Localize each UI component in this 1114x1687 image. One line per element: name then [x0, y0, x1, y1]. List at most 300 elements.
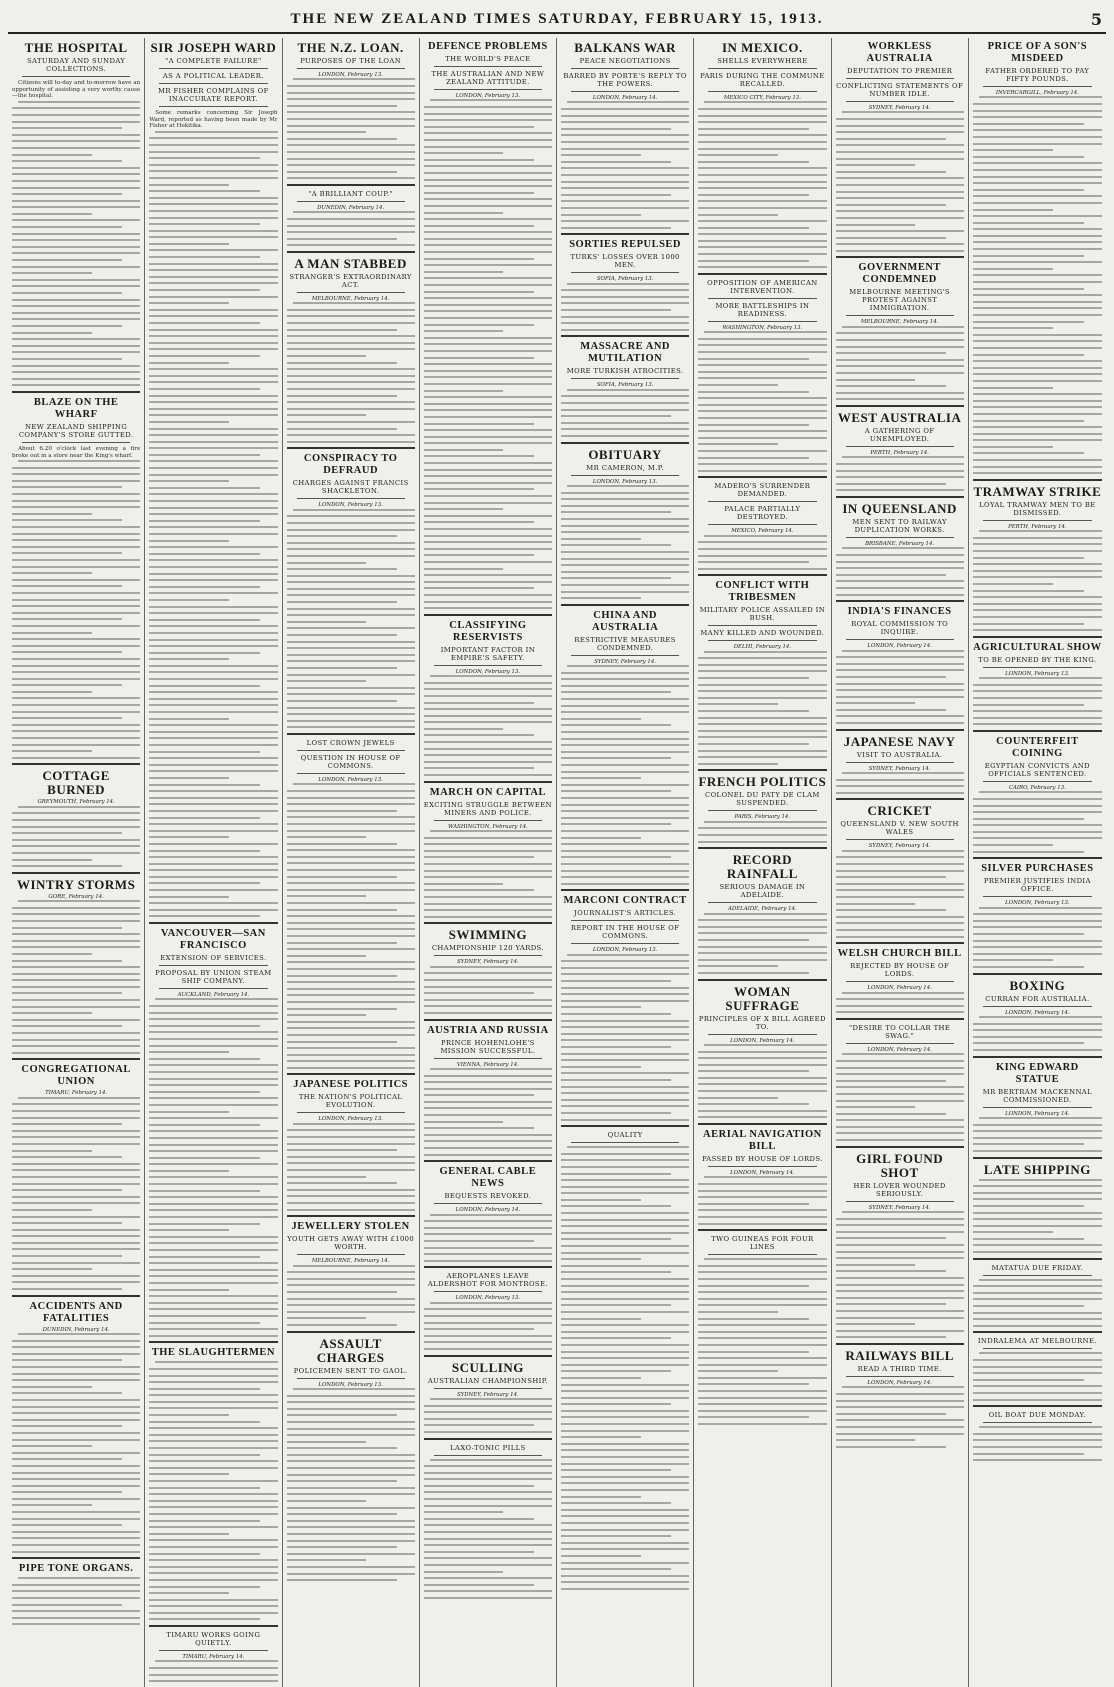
- text-line: [424, 702, 534, 704]
- text-line: [287, 441, 415, 443]
- text-line: [973, 340, 1102, 342]
- text-line: [149, 230, 277, 232]
- article-subhead: AEROPLANES LEAVE ALDERSHOT FOR MONTROSE.: [427, 1272, 548, 1289]
- text-line: [836, 1119, 964, 1121]
- text-line: [561, 1344, 689, 1346]
- article-subhead: AUSTRALIAN CHAMPIONSHIP.: [427, 1376, 548, 1385]
- text-line: [561, 718, 641, 720]
- text-line: [287, 575, 415, 577]
- text-line: [287, 1156, 415, 1158]
- text-line: [424, 212, 504, 214]
- text-line: [836, 1257, 964, 1259]
- text-line: [12, 1478, 140, 1480]
- text-line: [149, 1137, 277, 1139]
- text-line: [155, 1361, 277, 1363]
- text-line: [12, 1156, 122, 1158]
- text-line: [698, 1423, 826, 1425]
- text-line: [561, 980, 671, 982]
- text-line: [424, 455, 534, 457]
- article-subhead: LOST CROWN JEWELS: [306, 738, 395, 747]
- text-line: [149, 1680, 277, 1682]
- text-line: [836, 1264, 916, 1266]
- text-line: [149, 1480, 277, 1482]
- article-headline: DEFENCE PROBLEMS: [428, 41, 548, 52]
- article-dateline: INVERCARGILL, February 14.: [995, 90, 1079, 96]
- text-line: [287, 348, 415, 350]
- text-line: [836, 863, 964, 865]
- text-line: [149, 1275, 277, 1277]
- article: [973, 1331, 1102, 1400]
- text-line: [424, 1075, 552, 1077]
- text-line: [561, 744, 689, 746]
- text-line: [293, 211, 415, 213]
- article-divider: [836, 600, 964, 602]
- text-line: [424, 889, 534, 891]
- text-line: [836, 230, 964, 232]
- text-line: [836, 204, 946, 206]
- text-line: [836, 1244, 964, 1246]
- text-line: [149, 236, 277, 238]
- text-line: [973, 215, 1102, 217]
- text-line: [561, 711, 689, 713]
- text-line: [12, 500, 140, 502]
- text-line: [149, 863, 277, 865]
- article: [698, 769, 826, 842]
- text-line: [287, 1546, 397, 1548]
- text-line: [561, 498, 689, 500]
- subhead-rule: [159, 68, 267, 69]
- text-line: [287, 935, 415, 937]
- text-line: [12, 160, 122, 162]
- text-line: [424, 1134, 552, 1136]
- text-line: [698, 568, 826, 570]
- text-line: [12, 1110, 140, 1112]
- text-line: [836, 709, 946, 711]
- text-line: [424, 561, 552, 563]
- text-line: [561, 518, 689, 520]
- text-line: [973, 367, 1102, 369]
- text-line: [698, 417, 826, 419]
- text-line: [287, 627, 415, 629]
- text-line: [424, 310, 552, 312]
- text-line: [424, 1341, 552, 1343]
- text-line: [836, 1106, 916, 1108]
- text-line: [424, 695, 552, 697]
- text-line: [973, 933, 1084, 935]
- text-line: [561, 1238, 671, 1240]
- text-line: [424, 409, 552, 411]
- text-line: [704, 331, 826, 333]
- column-4: [420, 38, 557, 1687]
- text-line: [973, 684, 1102, 686]
- article: [973, 479, 1102, 631]
- text-line: [12, 579, 140, 581]
- text-line: [561, 1443, 689, 1445]
- text-line: [12, 351, 140, 353]
- text-line: [149, 691, 277, 693]
- article-divider: [287, 184, 415, 186]
- text-line: [973, 1372, 1102, 1374]
- article-subhead: PURPOSES OF THE LOAN: [300, 57, 402, 65]
- text-line: [424, 883, 504, 885]
- text-line: [561, 856, 671, 858]
- article-headline: INDIA'S FINANCES: [847, 606, 952, 618]
- text-line: [561, 823, 671, 825]
- article-subhead: TIMARU WORKS GOING QUIETLY.: [166, 1631, 261, 1648]
- text-line: [698, 684, 826, 686]
- text-line: [424, 916, 552, 918]
- text-line: [424, 1260, 552, 1262]
- text-line: [424, 1418, 552, 1420]
- article-headline: COTTAGE BURNED: [42, 768, 110, 798]
- text-line: [424, 429, 552, 431]
- text-line: [424, 1577, 552, 1579]
- text-line: [973, 563, 1102, 565]
- text-line: [149, 269, 277, 271]
- text-line: [12, 140, 140, 142]
- text-line: [424, 1114, 552, 1116]
- text-line: [561, 1542, 689, 1544]
- text-line: [698, 344, 826, 346]
- text-line: [561, 876, 689, 878]
- text-line: [149, 1447, 277, 1449]
- text-line: [561, 564, 689, 566]
- text-line: [973, 1143, 1084, 1145]
- text-line: [424, 1328, 534, 1330]
- text-line: [287, 92, 415, 94]
- text-line: [287, 1421, 415, 1423]
- text-line: [836, 164, 916, 166]
- text-line: [561, 1153, 689, 1155]
- article-lead-text: About 6.20 o'clock last evening a fire broke out in a store near the King's wharf.: [12, 445, 141, 459]
- text-line: [287, 1454, 415, 1456]
- text-line: [561, 1092, 689, 1094]
- text-line: [836, 1132, 964, 1134]
- text-line: [424, 1564, 552, 1566]
- article-headline: WOMAN SUFFRAGE: [725, 983, 800, 1013]
- article: [973, 1056, 1102, 1152]
- article-subhead: MR BERTRAM MACKENNAL COMMISSIONED.: [982, 1087, 1093, 1104]
- text-line: [836, 1113, 946, 1115]
- text-line: [12, 671, 140, 673]
- article: [12, 391, 140, 759]
- text-line: [561, 1522, 689, 1524]
- article: [561, 604, 689, 885]
- text-line: [12, 599, 140, 601]
- text-line: [424, 568, 504, 570]
- text-line: [287, 1034, 415, 1036]
- text-line: [836, 210, 964, 212]
- text-line: [561, 1298, 689, 1300]
- text-line: [287, 1136, 415, 1138]
- article-dateline: MEXICO, February 14.: [731, 528, 794, 535]
- text-line: [149, 177, 277, 179]
- text-line: [698, 457, 808, 459]
- article: [698, 574, 826, 765]
- text-line: [12, 173, 140, 175]
- text-line: [149, 1269, 277, 1271]
- text-line: [424, 172, 552, 174]
- article-subhead: EXTENSION OF SERVICES.: [160, 954, 267, 963]
- text-line: [287, 1271, 415, 1273]
- text-line: [287, 1487, 415, 1489]
- article-subhead: CURRAN FOR AUSTRALIA.: [985, 994, 1090, 1003]
- text-line: [149, 1566, 277, 1568]
- article: [287, 733, 415, 1069]
- text-line: [149, 1553, 259, 1555]
- text-line: [424, 999, 552, 1001]
- subhead-rule: [708, 68, 816, 69]
- text-line: [698, 697, 826, 699]
- article-subhead: "A BRILLIANT COUP.": [308, 189, 394, 198]
- text-line: [12, 1169, 140, 1171]
- article: [424, 1438, 552, 1599]
- text-line: [149, 296, 277, 298]
- text-line: [561, 1186, 689, 1188]
- text-line: [973, 380, 1102, 382]
- article-body-lines: [836, 547, 964, 595]
- text-line: [12, 539, 140, 541]
- article-headline: BOXING: [1009, 977, 1066, 993]
- text-line: [561, 1166, 689, 1168]
- text-line: [12, 717, 122, 719]
- text-line: [149, 757, 277, 759]
- subhead-rule: [983, 1348, 1092, 1349]
- text-line: [561, 214, 641, 216]
- text-line: [287, 961, 415, 963]
- subhead-rule: [571, 475, 679, 476]
- text-line: [149, 850, 259, 852]
- text-line: [973, 953, 1102, 955]
- text-line: [698, 670, 826, 672]
- text-line: [424, 106, 552, 108]
- article-headline: WORKLESS AUSTRALIA: [866, 41, 933, 64]
- article-subhead: CHAMPIONSHIP 120 YARDS.: [431, 944, 544, 953]
- text-line: [287, 434, 415, 436]
- text-line: [698, 1397, 826, 1399]
- text-line: [836, 1310, 964, 1312]
- text-line: [287, 177, 415, 179]
- article-subhead: AS A POLITICAL LEADER.: [162, 72, 264, 80]
- text-line: [149, 1579, 277, 1581]
- article-divider: [12, 1058, 140, 1060]
- text-line: [698, 141, 826, 143]
- text-line: [973, 1205, 1084, 1207]
- text-line: [973, 1185, 1102, 1187]
- text-line: [424, 185, 552, 187]
- text-line: [973, 596, 1102, 598]
- text-line: [973, 1312, 1102, 1314]
- text-line: [698, 424, 808, 426]
- text-line: [561, 174, 689, 176]
- text-line: [973, 268, 1053, 270]
- article-body-lines: [287, 1388, 415, 1581]
- article-dateline: LONDON, February 13.: [1005, 900, 1070, 907]
- text-line: [836, 1126, 964, 1128]
- article-headline: ACCIDENTS AND FATALITIES: [29, 1300, 123, 1324]
- article-headline: MARCONI CONTRACT: [563, 895, 687, 907]
- text-line: [836, 1011, 964, 1013]
- article-dateline: CAIRO, February 13.: [1008, 784, 1066, 791]
- text-line: [287, 1195, 415, 1197]
- article: [12, 1295, 140, 1553]
- text-line: [561, 691, 671, 693]
- text-line: [561, 1377, 641, 1379]
- article-dateline: GREYMOUTH, February 14.: [37, 799, 115, 806]
- text-line: [836, 158, 964, 160]
- text-line: [424, 146, 552, 148]
- text-line: [287, 535, 397, 537]
- text-line: [12, 986, 140, 988]
- text-line: [698, 1324, 826, 1326]
- text-line: [973, 1130, 1102, 1132]
- article-subhead: QUESTION IN HOUSE OF COMMONS.: [300, 753, 401, 770]
- subhead-rule: [22, 76, 130, 77]
- text-line: [561, 1311, 689, 1313]
- text-line: [704, 913, 826, 915]
- subhead-rule: [983, 667, 1092, 668]
- text-line: [287, 830, 415, 832]
- article-body-lines: [424, 1459, 552, 1599]
- text-line: [424, 198, 552, 200]
- text-line: [149, 1091, 259, 1093]
- text-line: [149, 1546, 277, 1548]
- text-line: [698, 1278, 826, 1280]
- article-headline: GOVERNMENT CONDEMNED: [858, 262, 941, 286]
- article: [287, 1073, 415, 1210]
- text-line: [149, 1533, 229, 1535]
- text-line: [424, 979, 552, 981]
- article-headline: THE HOSPITAL: [24, 40, 128, 55]
- text-line: [12, 252, 140, 254]
- text-line: [149, 737, 277, 739]
- subhead-rule: [708, 902, 816, 903]
- text-line: [561, 1053, 689, 1055]
- text-line: [561, 1384, 689, 1386]
- text-line: [12, 658, 140, 660]
- text-line: [973, 182, 1102, 184]
- text-line: [287, 1189, 415, 1191]
- article-headline: GENERAL CABLE NEWS: [439, 1166, 537, 1190]
- text-line: [12, 1524, 122, 1526]
- text-line: [149, 487, 259, 489]
- text-line: [973, 1212, 1102, 1214]
- text-line: [424, 837, 552, 839]
- text-line: [149, 1170, 229, 1172]
- text-line: [698, 1083, 826, 1085]
- text-line: [287, 171, 397, 173]
- text-line: [973, 123, 1084, 125]
- text-line: [561, 1013, 671, 1015]
- text-line: [561, 141, 689, 143]
- text-line: [704, 1176, 826, 1178]
- subhead-rule: [846, 639, 954, 640]
- text-line: [424, 863, 552, 865]
- text-line: [836, 870, 964, 872]
- article-headline: THE N.Z. LOAN.: [297, 40, 404, 55]
- text-line: [973, 1218, 1102, 1220]
- text-line: [973, 590, 1084, 592]
- text-line: [287, 1162, 415, 1164]
- text-line: [287, 1467, 415, 1469]
- text-line: [424, 277, 552, 279]
- text-line: [973, 294, 1102, 296]
- text-line: [287, 408, 415, 410]
- text-line: [12, 832, 122, 834]
- article: [698, 979, 826, 1119]
- text-line: [12, 187, 140, 189]
- subhead-rule: [846, 762, 954, 763]
- text-line: [12, 473, 140, 475]
- article-subhead: ROYAL COMMISSION TO INQUIRE.: [851, 620, 949, 637]
- text-line: [287, 988, 415, 990]
- text-line: [12, 219, 140, 221]
- text-line: [12, 1012, 92, 1014]
- text-line: [698, 657, 826, 659]
- text-line: [561, 591, 689, 593]
- text-line: [973, 1379, 1084, 1381]
- text-line: [424, 728, 504, 730]
- text-line: [287, 1401, 415, 1403]
- text-line: [704, 1258, 826, 1260]
- text-line: [287, 1001, 415, 1003]
- text-line: [149, 1209, 277, 1211]
- text-line: [424, 1518, 534, 1520]
- article-subhead: SHELLS EVERYWHERE: [717, 57, 808, 65]
- article-dateline: PARIS, February 14.: [734, 814, 791, 821]
- text-line: [149, 1071, 277, 1073]
- text-line: [149, 1282, 277, 1284]
- article-body-lines: [836, 326, 964, 401]
- text-line: [698, 470, 826, 472]
- text-line: [973, 288, 1084, 290]
- text-line: [561, 1046, 671, 1048]
- article-subhead: IMPORTANT FACTOR IN EMPIRE'S SAFETY.: [440, 645, 536, 662]
- text-line: [698, 1090, 826, 1092]
- text-line: [287, 362, 397, 364]
- text-line: [424, 1405, 552, 1407]
- text-line: [836, 1317, 964, 1319]
- text-line: [836, 669, 964, 671]
- article-subhead: PROPOSAL BY UNION STEAM SHIP COMPANY.: [155, 969, 272, 986]
- text-line: [149, 1493, 277, 1495]
- article-divider: [698, 273, 826, 275]
- text-line: [973, 1446, 1102, 1448]
- text-line: [561, 1555, 641, 1557]
- article-subhead: MILITARY POLICE ASSAILED IN BUSH.: [699, 606, 826, 623]
- text-line: [12, 1288, 122, 1290]
- subhead-rule: [297, 498, 405, 499]
- text-line: [287, 322, 415, 324]
- text-line: [973, 1225, 1102, 1227]
- text-line: [149, 1012, 277, 1014]
- text-line: [149, 678, 277, 680]
- text-line: [149, 1097, 277, 1099]
- article-headline: RECORD RAINFALL: [726, 852, 798, 882]
- subhead-rule: [159, 1650, 267, 1651]
- text-line: [698, 410, 826, 412]
- text-line: [287, 1480, 397, 1482]
- text-line: [18, 1333, 140, 1335]
- article-subhead: PRINCE HOHENLOHE'S MISSION SUCCESSFUL.: [440, 1038, 536, 1055]
- text-line: [149, 915, 259, 917]
- article-divider: [424, 1019, 552, 1021]
- text-line: [149, 223, 259, 225]
- text-line: [149, 1124, 259, 1126]
- text-line: [287, 1169, 415, 1171]
- text-line: [287, 836, 367, 838]
- text-line: [12, 480, 140, 482]
